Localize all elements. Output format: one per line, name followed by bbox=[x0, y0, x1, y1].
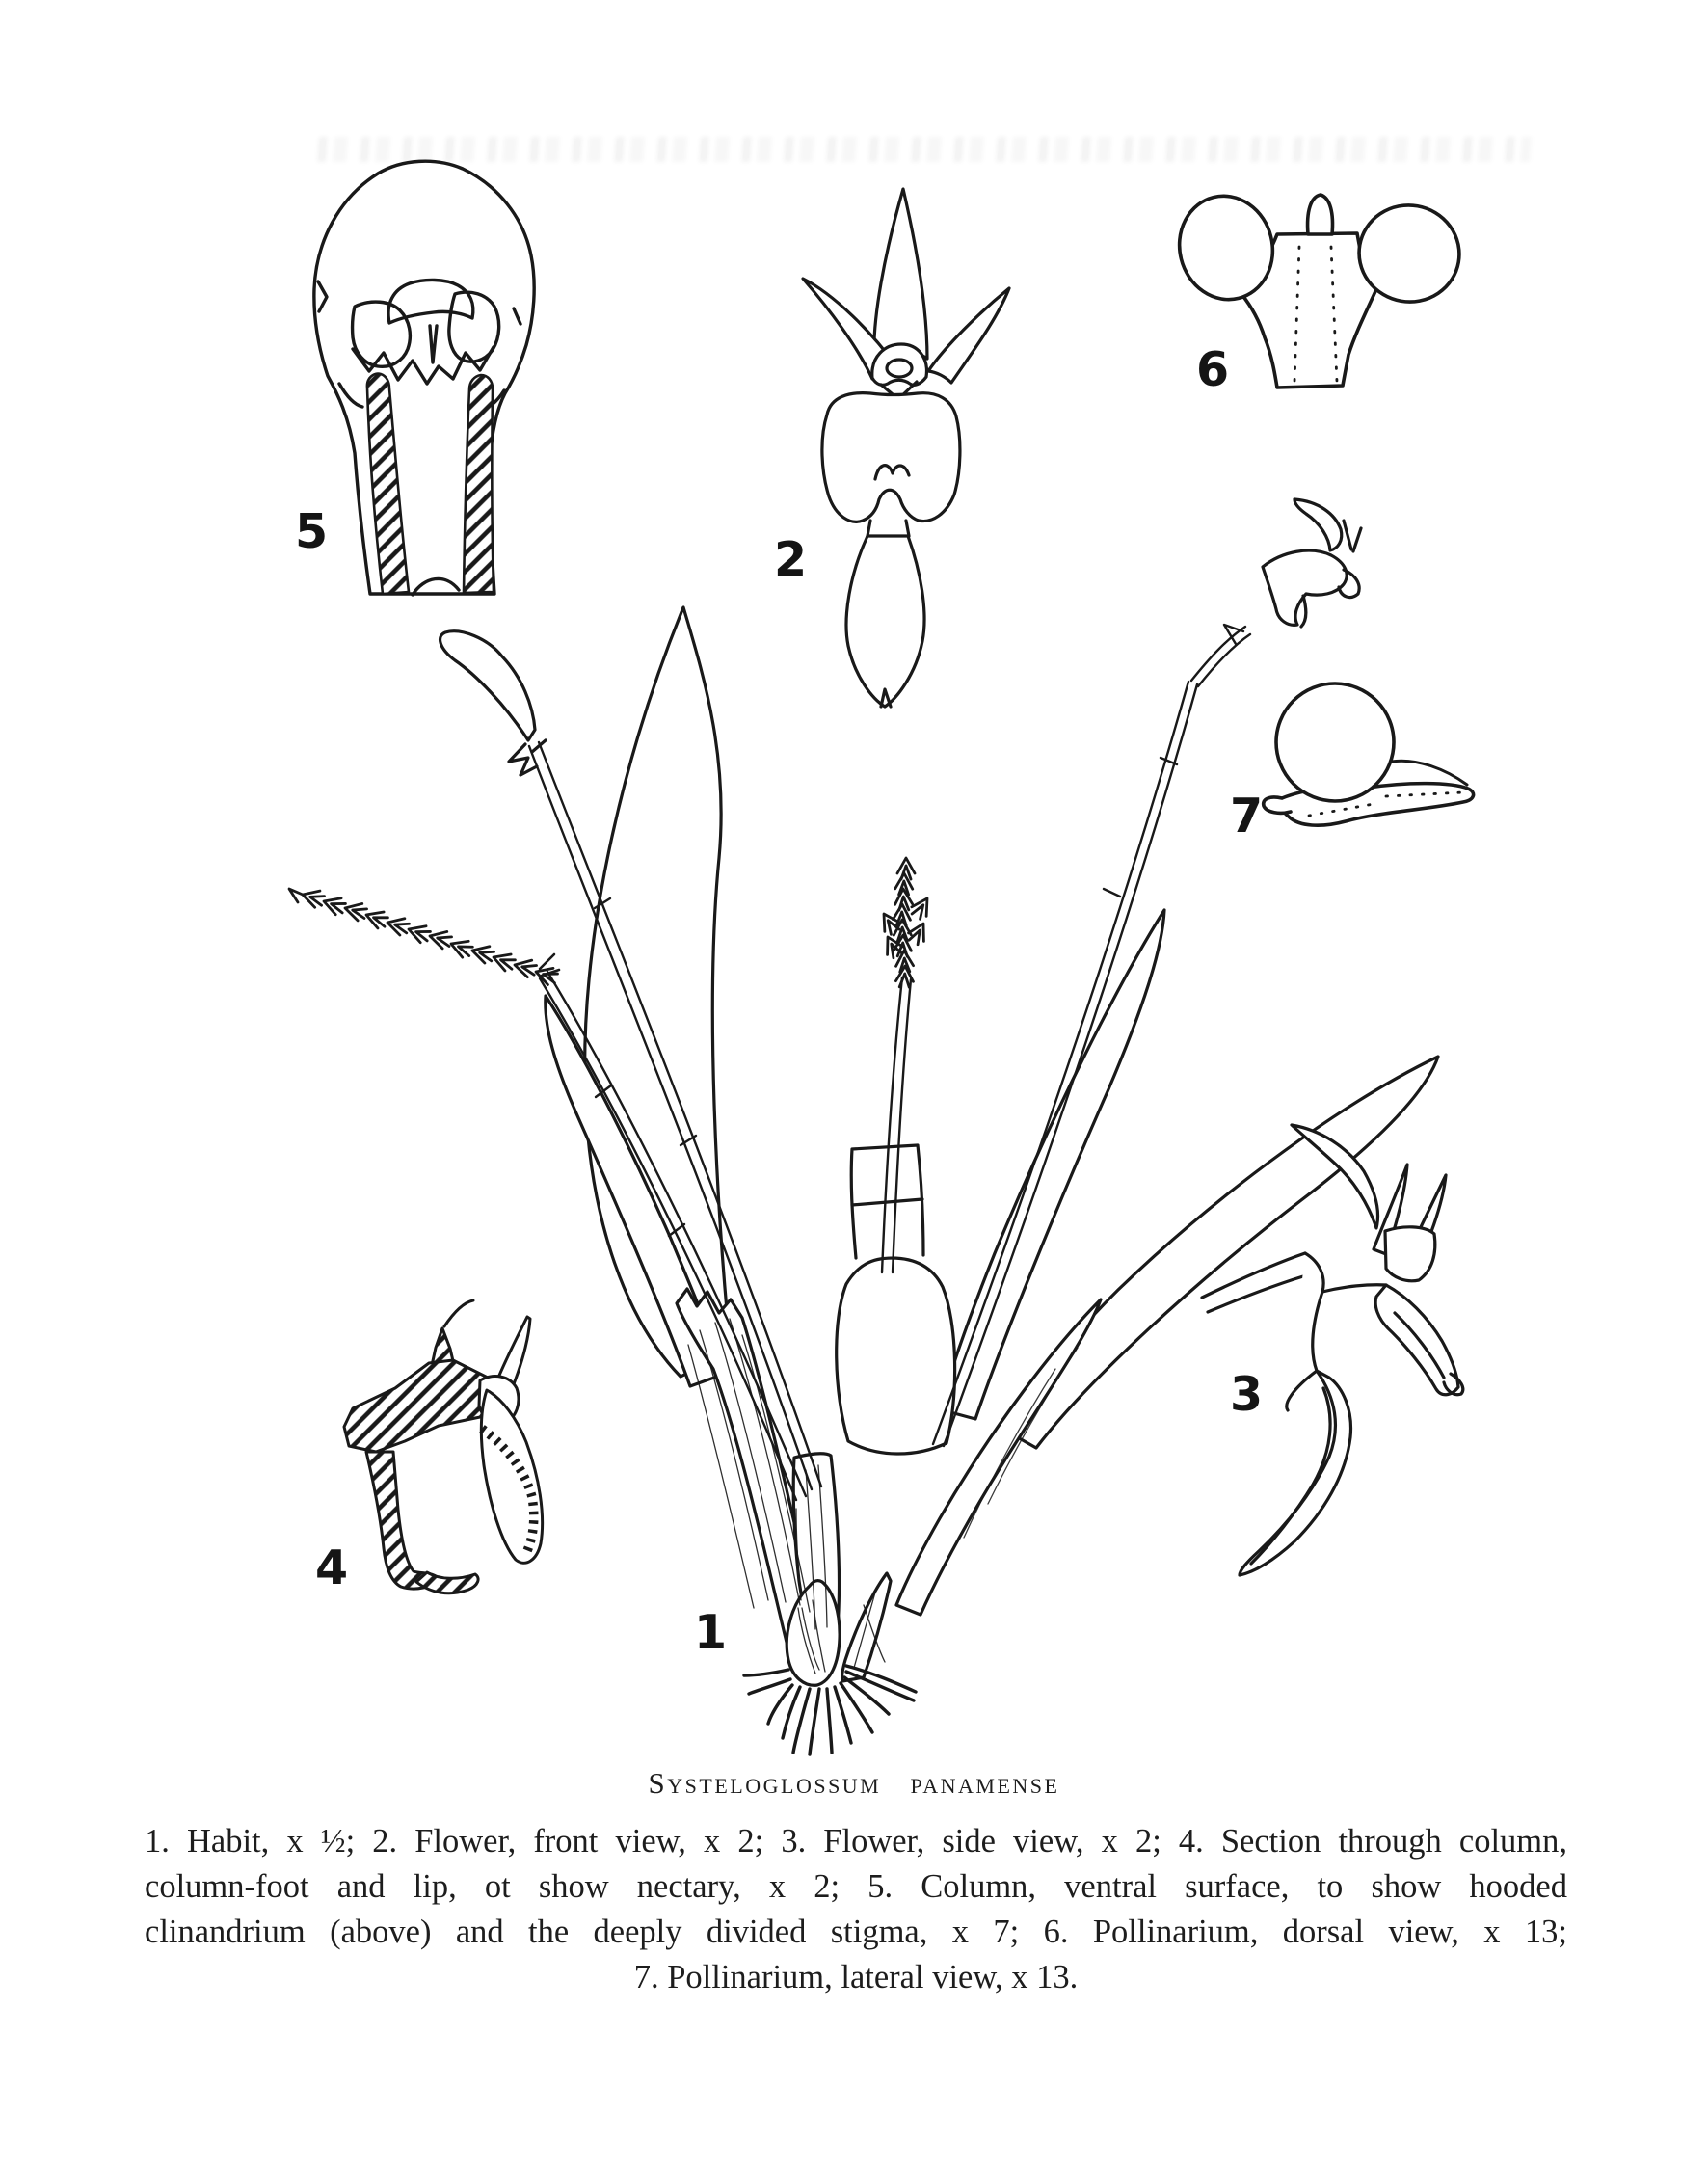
flower-spike-middle bbox=[876, 858, 934, 987]
figure-5-column-ventral-drawing bbox=[295, 161, 534, 595]
roots bbox=[744, 1666, 916, 1754]
figure-2-label: 2 bbox=[773, 532, 808, 587]
figure-1-label: 1 bbox=[693, 1605, 728, 1660]
figure-4-column-section-drawing bbox=[315, 1300, 543, 1595]
flower-top-right bbox=[1263, 499, 1361, 627]
caption-line-4: 7. Pollinarium, lateral view, x 13. bbox=[633, 1959, 1079, 1995]
figure-5-label: 5 bbox=[294, 504, 329, 559]
caption-line-3: clinandrium (above) and the deeply divided stigma, x 7; 6. Pollinarium, dorsal view, x 13; bbox=[145, 1914, 1567, 1950]
caption-line-2: column-foot and lip, ot show nectary, x 2; 5. Column, ventral surface, to show hooded bbox=[145, 1868, 1567, 1905]
figure-6-pollinarium-dorsal-drawing bbox=[1168, 186, 1467, 397]
figure-4-label: 4 bbox=[314, 1540, 349, 1595]
figure-7-pollinarium-lateral-drawing bbox=[1230, 683, 1474, 844]
figure-caption bbox=[145, 1819, 1567, 2000]
flower-spike-left bbox=[289, 886, 559, 986]
figure-1-habit-drawing bbox=[289, 499, 1438, 1754]
figure-7-label: 7 bbox=[1229, 789, 1264, 844]
figure-2-flower-front-drawing bbox=[774, 189, 1009, 707]
flower-bud-left bbox=[440, 631, 546, 775]
figure-6-label: 6 bbox=[1195, 342, 1230, 397]
plate-title: Systeloglossum panamense bbox=[648, 1766, 1060, 1800]
figure-3-label: 3 bbox=[1229, 1367, 1264, 1422]
caption-line-1: 1. Habit, x ½; 2. Flower, front view, x 2; 3. Flower, side view, x 2; 4. Section through column, bbox=[145, 1823, 1567, 1860]
